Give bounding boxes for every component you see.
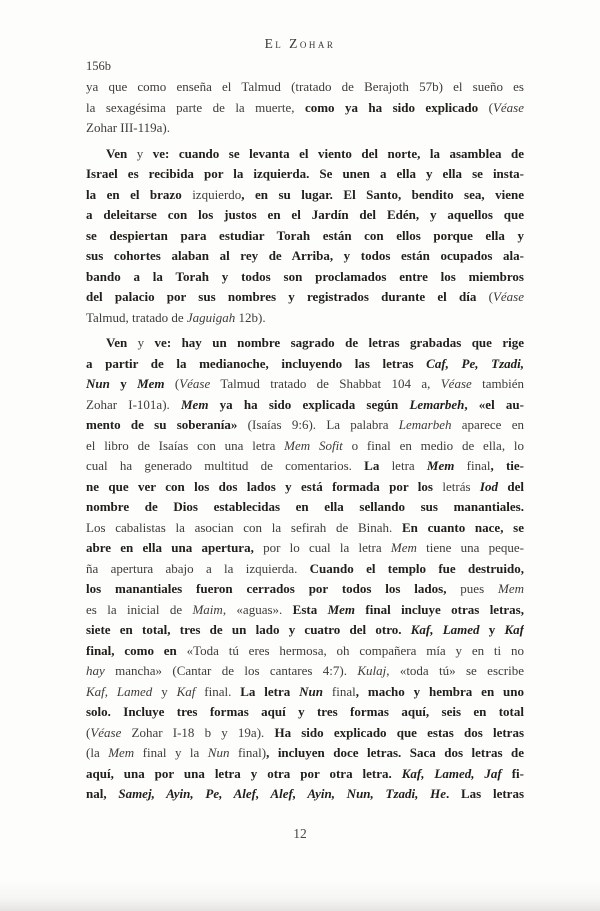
text-run: Mem <box>327 601 356 617</box>
text-run: En cuanto nace, se <box>402 519 524 535</box>
text-line <box>86 144 524 165</box>
text-line <box>86 333 524 354</box>
text-run: Talmud tratado de Shabbat 104 a, <box>210 376 441 391</box>
text-run: a deleitarse con los justos en el Jardín del Edén, y aquellos que <box>86 207 524 222</box>
text-run: Iod <box>479 478 498 494</box>
text-run: Véase <box>440 376 472 391</box>
paragraph <box>86 144 524 329</box>
text-run: ( <box>164 376 180 391</box>
text-run: Zohar III-119a). <box>86 120 170 135</box>
text-line <box>86 723 524 744</box>
text-run: final) <box>229 745 267 760</box>
text-line <box>86 784 524 805</box>
text-run: , tie- <box>490 458 524 473</box>
text-run: Nun <box>207 745 230 760</box>
text-line <box>86 374 524 395</box>
text-run: sus cohortes alaban al rey de Arriba, y todos están ocupados ala- <box>86 248 524 263</box>
text-run: y <box>127 145 153 161</box>
text-run: ( <box>488 289 493 304</box>
text-run: cual ha generado multitud de comentarios. <box>86 458 365 473</box>
text-run: Mem <box>390 540 417 555</box>
text-run: , «el au- <box>464 396 524 412</box>
text-line <box>86 77 524 98</box>
text-run: Mem <box>108 745 135 760</box>
text-run: Mem <box>137 376 165 391</box>
text-run: , en su lugar. El Santo, bendito sea, viene <box>241 186 524 202</box>
text-run: o final en medio de ella, lo <box>342 437 524 453</box>
text-run: izquierdo <box>192 186 242 202</box>
text-run: Cuando el templo fue destruido, <box>309 560 524 576</box>
text-run: ya ha sido explicada según <box>208 396 410 412</box>
text-run: del palacio por sus nombres y registrados durante el día <box>86 289 489 304</box>
text-line <box>86 641 524 662</box>
text-run: final incluye otras letras, <box>355 601 524 617</box>
text-line <box>86 436 524 457</box>
text-run: mento de su soberanía» <box>86 417 248 432</box>
text-run: Ven <box>106 145 128 161</box>
page-number: 12 <box>293 826 307 841</box>
text-run: Lemarbeh <box>398 417 452 432</box>
text-run: es la inicial de <box>86 601 193 617</box>
text-run: Kaf, Lamed <box>410 622 480 637</box>
text-run: aparece en <box>451 417 524 432</box>
text-run: 12b). <box>235 309 266 325</box>
text-line <box>86 98 524 119</box>
text-run: Kaf <box>176 683 196 699</box>
text-run: como ya ha sido explicado <box>304 99 479 115</box>
text-line <box>86 395 524 416</box>
text-run: y <box>479 622 505 637</box>
text-run: Zohar I-18 b y 19a). <box>121 724 275 740</box>
text-run: Maim <box>192 601 223 617</box>
text-line <box>86 118 524 139</box>
text-run: ña apertura abajo a la izquierda. <box>86 560 310 576</box>
text-line <box>86 538 524 559</box>
text-run: y <box>152 683 177 699</box>
text-run: Zohar I-101a). <box>86 396 181 412</box>
text-line <box>86 600 524 621</box>
text-run: final. <box>195 683 241 699</box>
text-run: Kaf, Lamed <box>86 683 153 699</box>
text-run: ve: hay un nombre sagrado de letras grabadas que rige <box>154 335 524 350</box>
text-line <box>86 620 524 641</box>
text-line <box>86 164 524 185</box>
text-run: Ha sido explicado que estas dos letras <box>274 724 524 740</box>
text-run: Véase <box>90 724 122 740</box>
text-run: Nun <box>86 376 110 391</box>
text-run: ne que ver con los dos lados y está formada por los <box>86 478 443 494</box>
text-run: Esta <box>292 601 328 617</box>
text-run: final <box>454 458 491 473</box>
text-run: Caf, Pe, Tzadi, <box>426 355 524 371</box>
text-run: siete en total, tres de un lado y cuatro del otro. <box>86 622 411 637</box>
text-run: el libro de Isaías con una letra <box>86 437 285 453</box>
text-run: La letra <box>240 683 300 699</box>
text-run: y <box>127 335 155 350</box>
text-line <box>86 415 524 436</box>
text-run: final <box>323 683 356 699</box>
text-run: se despiertan para estudiar Torah están con ellos porque ella y <box>86 227 524 243</box>
text-line <box>86 226 524 247</box>
text-run: (la <box>86 745 109 760</box>
text-run: Mem <box>426 458 455 473</box>
text-run: Talmud, tratado de <box>86 309 187 325</box>
text-line <box>86 682 524 703</box>
text-run: ya que como enseña el Talmud (tratado de Berajoth 57b) el sueño es <box>86 79 524 94</box>
text-run: fi- <box>501 765 524 781</box>
running-header: El Zohar <box>264 36 336 51</box>
text-run: abre en ella una apertura, <box>86 540 254 555</box>
text-run: la en el brazo <box>86 186 193 202</box>
text-run: nal, <box>86 786 119 801</box>
text-run: Jaguigah <box>186 309 236 325</box>
text-run: Lemarbeh <box>409 396 465 412</box>
text-run: la sexagésima parte de la muerte, <box>86 99 305 115</box>
text-line <box>86 308 524 329</box>
text-run: solo. Incluye tres formas aquí y tres formas aquí, seis en total <box>86 704 524 719</box>
text-run: final y la <box>134 745 208 760</box>
paragraph <box>86 77 524 139</box>
text-run: Véase <box>179 376 211 391</box>
text-run: del <box>497 478 524 494</box>
text-run: ve: cuando se levanta el viento del norte, la asamblea de <box>152 145 524 161</box>
text-line <box>86 518 524 539</box>
text-line <box>86 205 524 226</box>
text-run: mancha» (Cantar de los cantares 4:7). <box>104 663 358 678</box>
text-run: ( <box>478 99 493 115</box>
text-run: . Las letras <box>446 786 524 801</box>
text-run: y <box>109 376 138 391</box>
text-run: Kaf, Lamed, Jaf <box>401 765 502 781</box>
text-run: «Toda tú eres hermosa, oh compañera mía y en ti no <box>186 642 524 658</box>
text-run: ( <box>86 724 91 740</box>
text-run: Véase <box>492 289 524 304</box>
text-run: a partir de la medianoche, incluyendo las letras <box>86 355 427 371</box>
text-run: hay <box>86 663 105 678</box>
text-line <box>86 477 524 498</box>
text-run: Kaf <box>504 622 524 637</box>
text-run: bando a la Torah y todos son proclamados entre los miembros <box>86 268 524 284</box>
text-run: Israel es recibida por la izquierda. Se unen a ella y ella se insta- <box>86 166 524 181</box>
text-run: , incluyen doce letras. Saca dos letras de <box>266 745 524 760</box>
text-run: tiene una peque- <box>416 540 524 555</box>
text-run: Mem <box>497 581 524 596</box>
text-line <box>86 354 524 375</box>
text-run: Mem Sofit <box>284 437 343 453</box>
text-run: , «toda tú» se escribe <box>386 663 524 678</box>
text-run: Véase <box>492 99 524 115</box>
text-line <box>86 246 524 267</box>
text-run: , macho y hembra en uno <box>355 683 524 699</box>
page-curl-shadow <box>0 881 600 911</box>
text-line <box>86 579 524 600</box>
text-line <box>86 456 524 477</box>
text-run: Mem <box>181 396 209 412</box>
text-run: final, como en <box>86 642 187 658</box>
text-run: letra <box>379 458 427 473</box>
text-run: Los cabalistas la asocian con la sefirah de Binah. <box>86 519 403 535</box>
text-run: (Isaías 9:6). La palabra <box>247 417 399 432</box>
text-body <box>86 77 524 805</box>
text-run: Samej, Ayin, Pe, Alef, Alef, Ayin, Nun, Tzadi, He <box>118 786 446 801</box>
text-line <box>86 559 524 580</box>
text-run: letrás <box>442 478 480 494</box>
text-line <box>86 287 524 308</box>
text-run: nombre de Dios establecidas en ella sellando sus manantiales. <box>86 499 524 514</box>
text-line <box>86 743 524 764</box>
text-run: los manantiales fueron cerrados por todos los lados, <box>86 581 447 596</box>
text-line <box>86 185 524 206</box>
text-run: por lo cual la letra <box>253 540 391 555</box>
text-run: , «aguas». <box>222 601 293 617</box>
text-line <box>86 267 524 288</box>
text-run: Nun <box>299 683 324 699</box>
text-run: aquí, una por una letra y otra por otra letra. <box>86 765 402 781</box>
text-line <box>86 702 524 723</box>
folio-marker: 156b <box>86 59 111 73</box>
text-run: La <box>364 458 380 473</box>
text-line <box>86 497 524 518</box>
text-run: pues <box>446 581 498 596</box>
text-run: Ven <box>106 335 128 350</box>
text-line <box>86 764 524 785</box>
text-line <box>86 661 524 682</box>
text-run: también <box>471 376 524 391</box>
paragraph <box>86 333 524 805</box>
text-run: Kulaj <box>357 663 387 678</box>
